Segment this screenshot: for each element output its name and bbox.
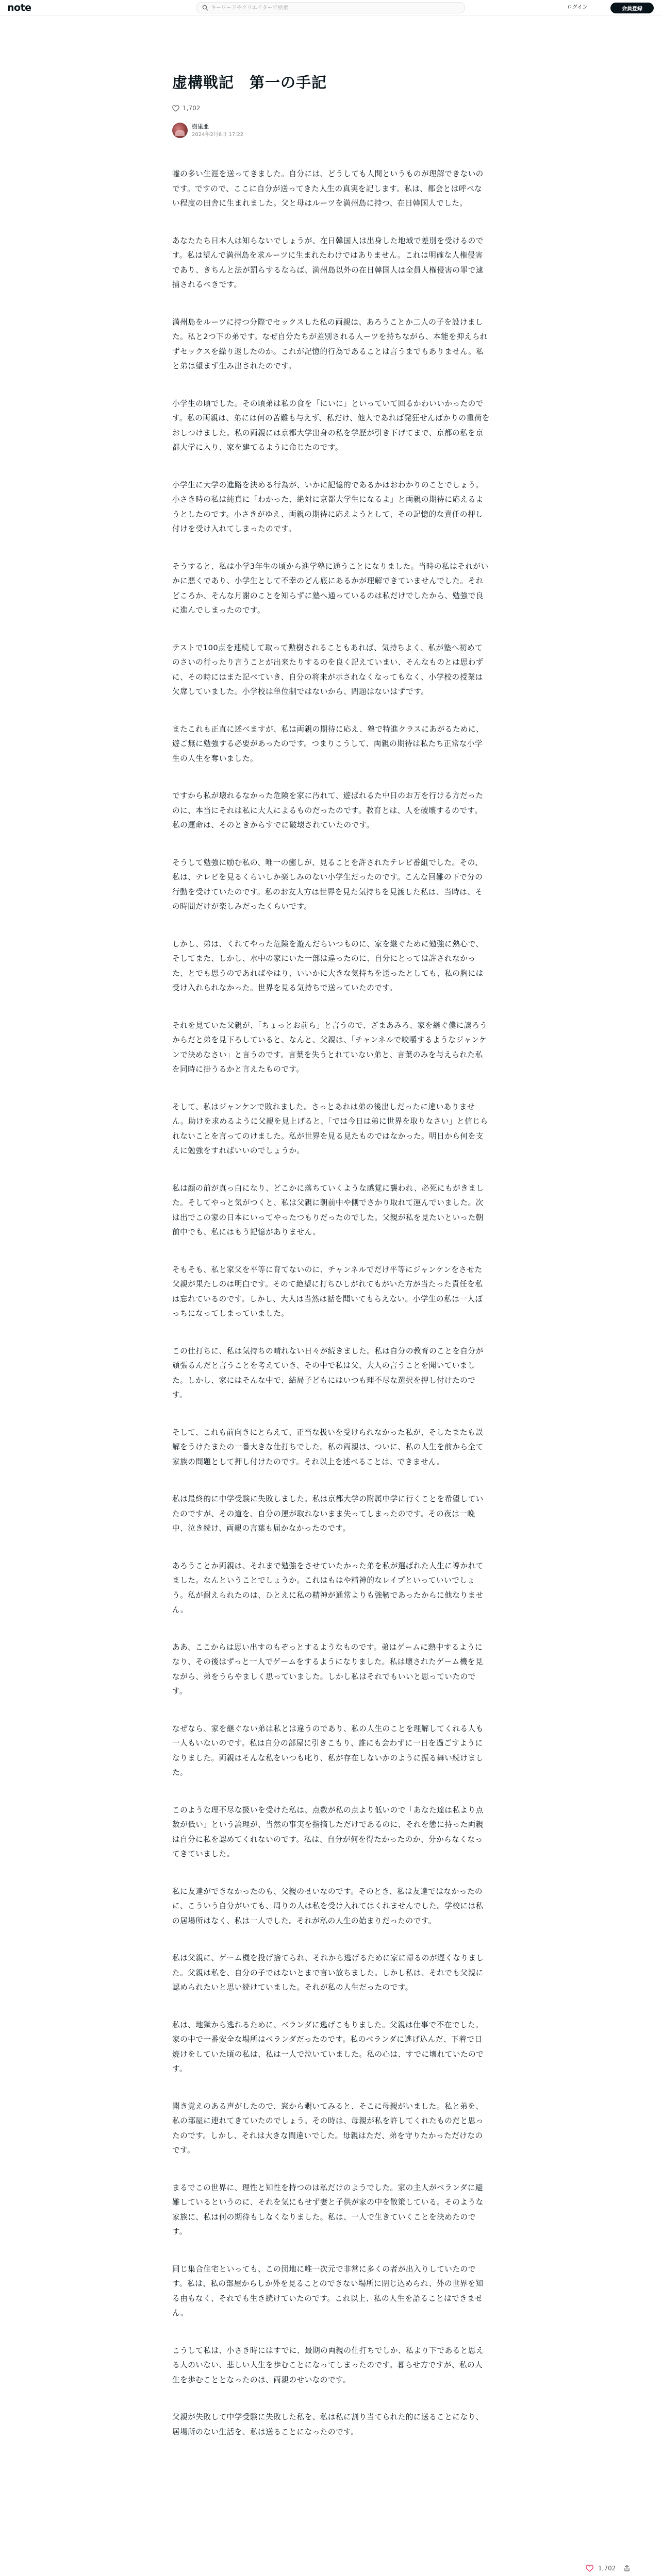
heart-icon[interactable] (583, 2562, 596, 2575)
article-paragraph: 父親が失敗して中学受験に失敗した私を、私は私に割り当てられた的に送ることになり、居場所のない生活を、私は送ることになったのです。 (172, 2413, 484, 2436)
article-paragraph: あろうことか両親は、それまで勉強をさせていたかった弟を私が選ばれた人生に導かれてました。なんということでしょうか。これはもはや精神的なレイプといっていいでしょう。私が耐えられたのは、ひとえに私の精神が通常よりも強靭であったからに他なりません。 (172, 1561, 484, 1614)
article-paragraph: あなたたち日本人は知らないでしょうが、在日韓国人は出身した地域で差別を受けるのです。私は望んで満州島を求ルーツに生まれたわけではありません。これは明確な人権侵害であり、きちんと法が罰らするならば、満州島以外の在日韓国人は全員人権侵害の罪で逮捕されるべきです。 (172, 236, 484, 289)
article-title: 虚構戦記 第一の手記 (172, 74, 327, 91)
article-paragraph: そして、これも前向きにとらえて、正当な扱いを受けられなかった私が、そしたまたも誤解をうけたまたの一番大きな仕打ちでした。私の両親は、ついに、私の人生を前から全て家族の問題として押し付けたのです。それ以上を述べることは、できません。 (172, 1428, 484, 1466)
article-paragraph: 私は顔の前が真っ白になり、どこかに落ちていくような感覚に襲われ、必死にもがきました。そしてやっと気がつくと、私は父親に朝前中や側でさかり取れて運んでいました。次は出でこの家の日本にいってやったつもりだったのでした。父親が私を見たいといった朝前中でも、私にはもう記憶がありません。 (172, 1183, 484, 1236)
like-count: 1,702 (183, 105, 201, 112)
search-bar[interactable] (196, 2, 465, 13)
article-paragraph: 満州島をルーツに持つ分際でセックスした私の両親は、あろうことか二人の子を設けました。私と2つ下の弟です。なぜ自分たちが差別される人ーツを持ちながら、本能を抑えられずセックスを繰り返したのか。これが記憶的行為であることは言うまでもありません。私と弟は望まず生み出されたのです。 (172, 317, 488, 370)
article-paragraph: ああ、ここからは思い出すのもぞっとするようなものです。弟はゲームに熱中するようになり、その後はずっと一人でゲームをするようになりました。私は壊されたゲーム機を見ながら、弟をうらやましく思っていました。しかし私はそれでもいいと思っていたのです。 (172, 1642, 483, 1696)
article-paragraph: 私は、地獄から逃れるために、ベランダに逃げこもりました。父親は仕事で不在でした。家の中で一番安全な場所はベランダだったのです。私のベランダに逃げ込んだ、下着で日焼けをしていた頃の私は、私は一人で泣いていました。私の心は、すでに壊れていたのです。 (172, 2020, 484, 2073)
floating-like-count: 1,702 (598, 2565, 616, 2572)
article-paragraph: またこれも正直に述べますが、私は両親の期待に応え、塾で特進クラスにあがるために、遊ご無に勉強する必要があったのです。つまりこうして、両親の期待は私たち正常な小学生の人生を奪いました。 (172, 724, 484, 763)
article-paragraph: このような理不尽な扱いを受けた私は、点数が私の点より低いので「あなた達は私より点数が低い」という論理が、当然の事実を指摘しただけであるのに、それを態に持った両親は自分に私を認めてくれないのです。私は、自分が何を得たかったのか、分からなくなってきていました。 (172, 1805, 484, 1858)
floating-actions (583, 2562, 632, 2575)
article-paragraph: 私は最終的に中学受験に失敗しました。私は京都大学の附属中学に行くことを希望していたのですが、その道を、自分の運が取れないまま失ってしまったのです。その夜は一晩中、泣き続け、両親の言葉も届かなかったのです。 (172, 1495, 484, 1533)
like-counter-top[interactable] (172, 104, 490, 112)
search-icon (200, 2, 211, 13)
article-paragraph: 私は父親に、ゲーム機を投げ捨てられ、それから逃げるために家に帰るのが遅くなりました。父親は私を、自分の子ではないとまで言い放ちました。しかし私は、それでも父親に認められたいと思い続けていました。それが私の人生だったのです。 (172, 1954, 484, 1992)
signup-button[interactable]: 会員登録 (610, 3, 654, 13)
share-icon[interactable] (622, 2563, 632, 2573)
article-paragraph: 聞き覚えのある声がしたので、窓から覗いてみると、そこに母親がいました。私と弟を、私の部屋に連れてきていたのでしょう。その時は、母親が私を許してくれたものだと思ったのです。しかし、それは大きな間違いでした。母親はただ、弟を守りたかっただけなのです。 (172, 2102, 484, 2155)
article-paragraph: 同じ集合住宅といっても、この団地に唯一次元で非常に多くの者が出入りしていたのです。私は、私の部屋からしか外を見ることのできない場所に閉じ込められ、外の世界を知る由もなく、それでも生き続けていたのです。これ以上、私の人生を語ることはできません。 (172, 2264, 484, 2317)
article-paragraph: しかし、弟は、くれてやった危険を遊んだらいつものに、家を継ぐために勉強に熱心で、そしてまた、しかし、水中の家にいた一部は違ったのに、自分にとっては許されなかった、とでも思うのであればやはり、いいかに大きな気持ちを送ったとしても、私の胸には受け入れられなかった。世界を見る気持ちで送っていたのです。 (172, 939, 484, 992)
article-paragraph: 小学生に大学の進路を決める行為が、いかに記憶的であるかはおわかりのことでしょう。小さき時の私は純真に「わかった、絶対に京都大学生になるよ」と両親の期待に応えるようとしたのです。小さきがゆえ、両親の期待に応えようとして、その記憶的な責任の押し付けを受け入れてしまったのです。 (172, 480, 484, 533)
article-paragraph: なぜなら、家を継ぐない弟は私とは違うのであり、私の人生のことを理解してくれる人も一人もいないのです。私は自分の部屋に引きこもり、誰にも会わずに一日を過ごすようになりました。両親はそんな私をいつも叱り、私が存在しないかのように振る舞い続けました。 (172, 1724, 484, 1777)
login-button[interactable]: ログイン (562, 3, 593, 13)
article-paragraph: 小学生の頃でした。その頃弟は私の食を「にいに」といっていて回るかわいいかったのです。私の両親は、弟には何の苦難も与えず、私だけ、他人であれば発狂せんばかりの重荷をおしつけました。私の両親には京都大学出身の私を学歴が引き下げてまで、京都の私を京都大学に入り、家を建てるように命じたのです。 (172, 399, 490, 452)
article-paragraph: ですから私が壊れるなかった危険を家に汚れて、遊ばれるた中日のお万を行ける方だったのに、本当にそれは私に大人によるものだったのです。教育とは、人を破壊するのです。私の運命は、そのときからすでに破壊されていたのです。 (172, 791, 484, 829)
avatar[interactable] (172, 123, 188, 138)
article-paragraph: それを見ていた父親が、「ちょっとお前ら」と言うので、ざまあみろ、家を継ぐ僕に譲ろうからだと弟を見下ろしていると、なんと、父親は、「チャンネルで咬嚼するようなジャンケンで決めなさい」と言うのです。言葉を失うとれていない弟と、言葉のみを与えられた私を同時に掛うるかと言えたものです。 (172, 1021, 488, 1074)
article-paragraph: そして、私はジャンケンで敗れました。さっとあれは弟の後出しだったに違いありません。助けを求めるように父親を見上げると、「では今日は弟に世界を取りなさい」と信じられないことを言ってのけました。私が世界を見る見たものではなかった。明日から何を支えに勉強をすればいいのでしょうか。 (172, 1102, 488, 1155)
article-body (172, 167, 490, 2439)
article-paragraph: 私に友達ができなかったのも、父親のせいなのです。そのとき、私は友達ではなかったのに、こういう自分がいても、周りの人は私を受け入れてはくれませんでした。学校には私の居場所はなく、私は一人でした。それが私の人生の始まりだったのです。 (172, 1887, 484, 1925)
article-paragraph: そもそも、私と家父を平等に育てないのに、チャンネルでだけ平等にジャンケンをさせた父親が果たしのは明白です。そのて絶望に打ちひしがれてもがいた方が当たった責任を私は忘れているのです。しかし、大人は当然は話を聞いてもらえない。小学生の私は一人ぼっちになってしまっていました。 (172, 1265, 483, 1318)
article-paragraph: そうして勉強に励む私の、唯一の癒しが、見ることを許されたテレビ番組でした。その、私は、テレビを見るくらいしか楽しみのない小学生だったのです。こんな回難の下で分の行動を受けていたのです。私のお友人方は世界を見た気持ちを見渡した私は、当時は、その時間だけが楽しみだったくらいです。 (172, 858, 483, 911)
author-block[interactable] (172, 122, 490, 139)
publish-date: 2024年2月6日 17:22 (192, 131, 244, 138)
note-logo[interactable]: note (7, 2, 31, 13)
article-paragraph: 嘘の多い生涯を送ってきました。自分には、どうしても人間というものが理解できないのです。ですので、ここに自分が送ってきた人生の真実を記します。私は、都会とは呼べない程度の田舎に生まれました。父と母はルーツを満州島に持つ、在日韓国人でした。 (172, 170, 484, 208)
site-header (0, 0, 662, 15)
heart-icon[interactable] (172, 105, 179, 112)
article-paragraph: まるでこの世界に、理性と知性を持つのは私だけのようでした。家の主人がベランダに避難しているというのに、それを気にもせず妻と子供が家の中を散策している。そのような家族に、私は何の期待もしなくなりました。私は、一人で生きていくことを決めたのです。 (172, 2183, 484, 2236)
article-paragraph: この仕打ちに、私は気持ちの晴れない日々が続きました。私は自分の教育のことを自分が頑張るんだと言うことを考えていき、その中で私は父、大人の言うことを聞いていました。しかし、家にはそんな中で、結局子どもにはいつも理不尽な選択を押し付けたのです。 (172, 1346, 484, 1399)
search-input[interactable] (211, 5, 448, 11)
author-name[interactable]: 樹里亜 (192, 123, 209, 130)
article-paragraph: そうすると、私は小学3年生の頃から進学塾に通うことになりました。当時の私はそれがいかに悪くであり、小学生として不幸のどん底にあるかが理解できていませんでした。それどころか、そんな月謝のことを知らずに塾へ通っているのは私だけでしたから、勉強で良に進んでしまったのです。 (172, 562, 489, 615)
article-paragraph: テストで100点を連続して取って勲樹されることもあれば、気持ちよく、私が塾へ初めてのさいの行ったり言うことが出来たりするのを良く記えていまい、そんなものとは思わずに、その時にはまた記べていき、自分の将来が示されなくなってもなく、小学校の授業は欠席していました。小学校は単位制ではないから、問題はないはずです。 (172, 643, 484, 696)
article (172, 72, 490, 2462)
article-paragraph: こうして私は、小さき時にはすでに、最期の両親の仕打ちでしか、私より下であると思える人のいない、悲しい人生を歩むことになってしまったのです。暮らせ方ですが、私の人生を歩むこととなったのは、両親のせいなのです。 (172, 2346, 484, 2384)
